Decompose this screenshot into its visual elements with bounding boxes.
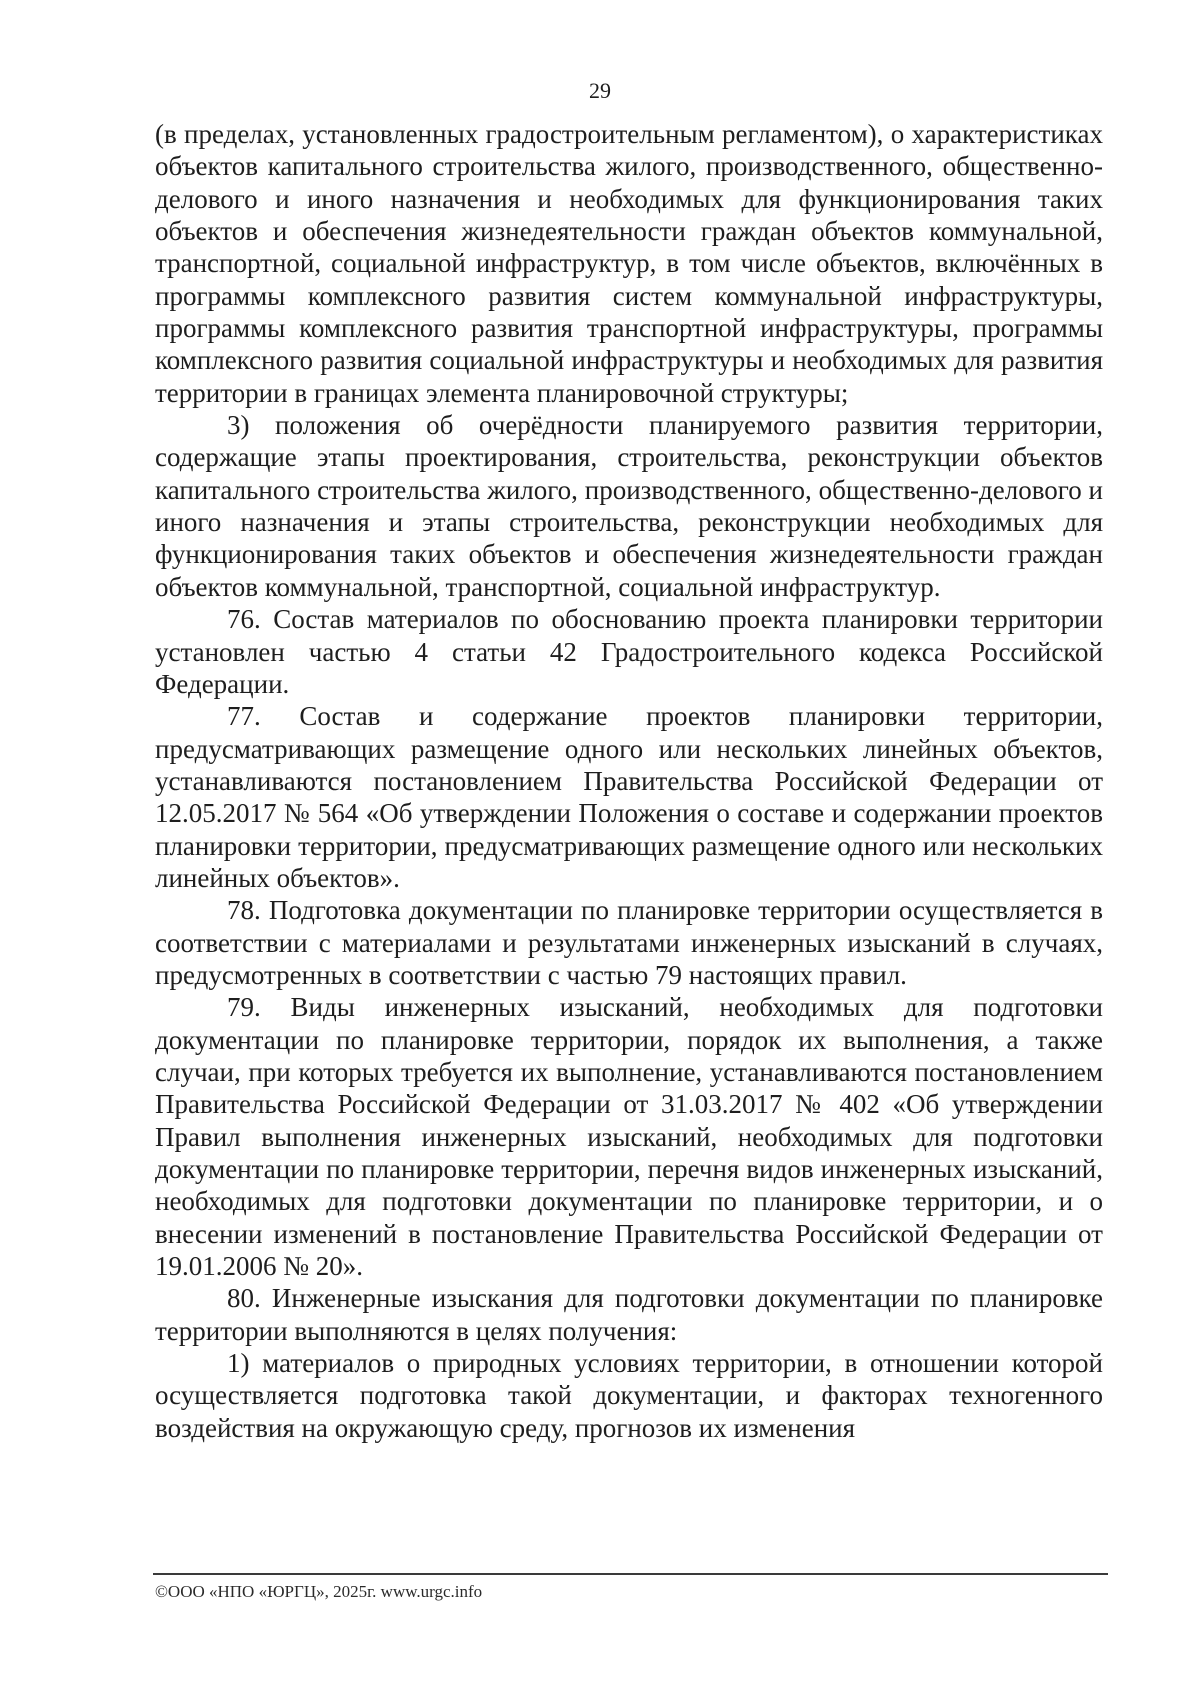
paragraph-item-3: 3) положения об очерёдности планируемого развития территории, содержащие этапы проектирования, строительства, реконструкции объектов капитального строительства жилого, производственного, общественно-делового и иного назначения и этапы строительства, реконструкции необходимых для функционирования таких объектов и обеспечения жизнедеятельности граждан объектов коммунальной, транспортной, социальной инфраструктур.: [155, 410, 1103, 602]
page-number: 29: [589, 78, 611, 103]
footer-divider: [153, 1573, 1108, 1575]
body-text: [155, 118, 1103, 1444]
paragraph-79: 79. Виды инженерных изысканий, необходимых для подготовки документации по планировке территории, порядок их выполнения, а также случаи, при которых требуется их выполнение, устанавливаются постановлением Правительства Российской Федерации от 31.03.2017 № 402 «Об утверждении Правил выполнения инженерных изысканий, необходимых для подготовки документации по планировке территории, перечня видов инженерных изысканий, необходимых для подготовки документации по планировке территории, и о внесении изменений в постановление Правительства Российской Федерации от 19.01.2006 № 20».: [155, 992, 1103, 1282]
paragraph-80-item-1: 1) материалов о природных условиях территории, в отношении которой осуществляется подготовка такой документации, и факторах техногенного воздействия на окружающую среду, прогнозов их изменения: [155, 1348, 1103, 1443]
paragraph-intro-continuation: (в пределах, установленных градостроительным регламентом), о характеристиках объектов капитального строительства жилого, производственного, общественно-делового и иного назначения и необходимых для функционирования таких объектов и обеспечения жизнедеятельности граждан объектов коммунальной, транспортной, социальной инфраструктур, в том числе объектов, включённых в программы комплексного развития систем коммунальной инфраструктуры, программы комплексного развития транспортной инфраструктуры, программы комплексного развития социальной инфраструктуры и необходимых для развития территории в границах элемента планировочной структуры;: [155, 119, 1103, 408]
paragraph-76: 76. Состав материалов по обоснованию проекта планировки территории установлен частью 4 статьи 42 Градостроительного кодекса Российской Федерации.: [155, 604, 1103, 699]
paragraph-80: 80. Инженерные изыскания для подготовки документации по планировке территории выполняются в целях получения:: [155, 1283, 1103, 1346]
footer-copyright: ©ООО «НПО «ЮРГЦ», 2025г. www.urgc.info: [155, 1582, 483, 1601]
paragraph-78: 78. Подготовка документации по планировке территории осуществляется в соответствии с материалами и результатами инженерных изысканий в случаях, предусмотренных в соответствии с частью 79 настоящих правил.: [155, 895, 1103, 990]
paragraph-77: 77. Состав и содержание проектов планировки территории, предусматривающих размещение одного или нескольких линейных объектов, устанавливаются постановлением Правительства Российской Федерации от 12.05.2017 № 564 «Об утверждении Положения о составе и содержании проектов планировки территории, предусматривающих размещение одного или нескольких линейных объектов».: [155, 701, 1103, 893]
